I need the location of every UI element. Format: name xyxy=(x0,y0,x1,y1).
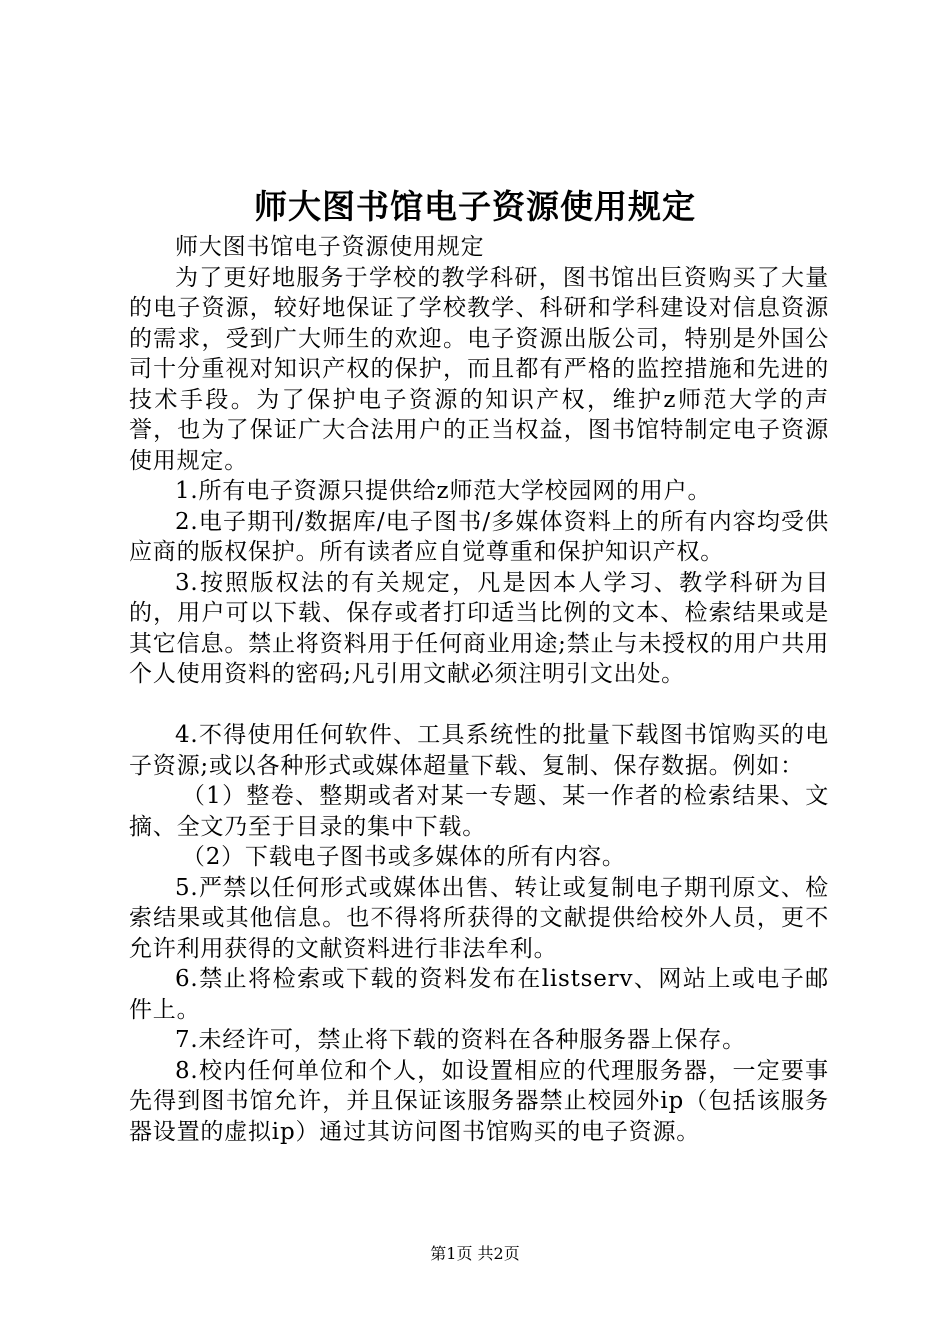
rule-item-4: 4.不得使用任何软件、工具系统性的批量下载图书馆购买的电子资源;或以各种形式或媒体超量下载、复制、保存数据。例如： xyxy=(129,722,829,779)
rule-item-7: 7.未经许可，禁止将下载的资料在各种服务器上保存。 xyxy=(175,1027,746,1053)
rule-item-6: 6.禁止将检索或下载的资料发布在listserv、网站上或电子邮件上。 xyxy=(129,966,829,1023)
rule-item-2: 2.电子期刊/数据库/电子图书/多媒体资料上的所有内容均受供应商的版权保护。所有读者应自觉尊重和保护知识产权。 xyxy=(129,508,829,565)
page-number-footer: 第1页 共2页 xyxy=(430,1244,520,1263)
rule-item-4-sub-1: （1）整卷、整期或者对某一专题、某一作者的检索结果、文摘、全文乃至于目录的集中下载。 xyxy=(129,783,829,840)
rule-item-5: 5.严禁以任何形式或媒体出售、转让或复制电子期刊原文、检索结果或其他信息。也不得将所获得的文献提供给校外人员，更不允许利用获得的文献资料进行非法牟利。 xyxy=(129,874,829,962)
document-subtitle: 师大图书馆电子资源使用规定 xyxy=(175,234,485,260)
paragraph-spacer xyxy=(129,690,829,721)
rule-item-3: 3.按照版权法的有关规定，凡是因本人学习、教学科研为目的，用户可以下载、保存或者打印适当比例的文本、检索结果或是其它信息。禁止将资料用于任何商业用途;禁止与未授权的用户共用个人使用资料的密码;凡引用文献必须注明引文出处。 xyxy=(129,569,829,687)
document-body xyxy=(129,232,829,1147)
rule-item-8: 8.校内任何单位和个人，如设置相应的代理服务器，一定要事先得到图书馆允许，并且保证该服务器禁止校园外ip（包括该服务器设置的虚拟ip）通过其访问图书馆购买的电子资源。 xyxy=(129,1057,829,1145)
rule-item-4-sub-2: （2）下载电子图书或多媒体的所有内容。 xyxy=(181,844,626,870)
document-title: 师大图书馆电子资源使用规定 xyxy=(254,187,696,226)
intro-paragraph: 为了更好地服务于学校的教学科研，图书馆出巨资购买了大量的电子资源，较好地保证了学校教学、科研和学科建设对信息资源的需求，受到广大师生的欢迎。电子资源出版公司，特别是外国公司十分重视对知识产权的保护，而且都有严格的监控措施和先进的技术手段。为了保护电子资源的知识产权，维护z师范大学的声誉，也为了保证广大合法用户的正当权益，图书馆特制定电子资源使用规定。 xyxy=(129,264,829,474)
rule-item-1: 1.所有电子资源只提供给z师范大学校园网的用户。 xyxy=(175,478,712,504)
